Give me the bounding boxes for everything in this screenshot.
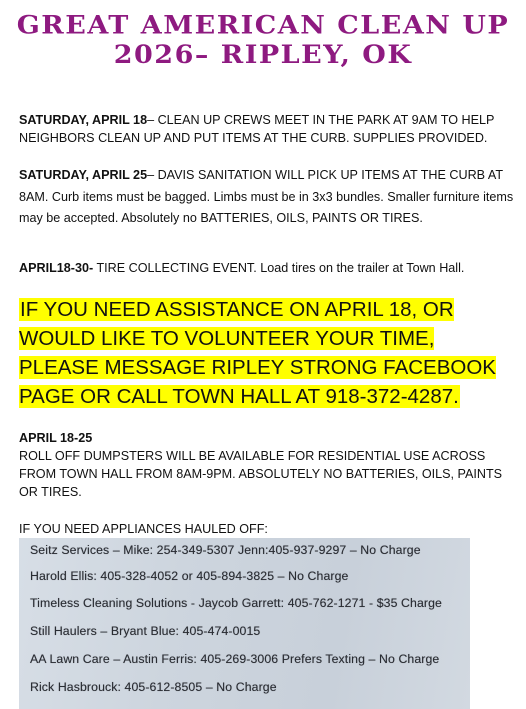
hauler-line: Timeless Cleaning Solutions - Jaycob Garrett: 405-762-1271 - $35 Charge <box>30 596 442 610</box>
highlighted-text: IF YOU NEED ASSISTANCE ON APRIL 18, OR WOULD LIKE TO VOLUNTEER YOUR TIME, PLEASE MESSAGE RIPLEY STRONG FACEBOOK PAGE OR CALL TOWN HALL AT 918-372-4287. <box>19 298 496 408</box>
section-appliances <box>19 520 518 538</box>
haulers-list-photo <box>19 538 470 709</box>
title-line-1: GREAT AMERICAN CLEAN UP <box>16 10 510 40</box>
assistance-notice <box>19 295 518 411</box>
hauler-line: Still Haulers – Bryant Blue: 405-474-0015 <box>30 624 261 638</box>
section-heading: SATURDAY, APRIL 18 <box>19 113 148 127</box>
section-text: TIRE COLLECTING EVENT. Load tires on the trailer at Town Hall. <box>93 261 465 275</box>
section-text: – DAVIS SANITATION WILL PICK UP ITEMS AT THE CURB AT 8AM. Curb items must be bagged. Limbs must be in 3x3 bundles. Smaller furniture items may be accepted. Absolutely no BATTERIES, OILS, PAINTS OR TIRES. <box>19 168 514 225</box>
page-title <box>0 11 526 70</box>
title-line-2: 2026– RIPLEY, OK <box>113 40 413 70</box>
hauler-line: AA Lawn Care – Austin Ferris: 405-269-3006 Prefers Texting – No Charge <box>30 652 440 666</box>
section-text: ROLL OFF DUMPSTERS WILL BE AVAILABLE FOR RESIDENTIAL USE ACROSS FROM TOWN HALL FROM 8AM-9PM. ABSOLUTELY NO BATTERIES, OILS, PAINTS OR TIRES. <box>19 449 503 499</box>
section-heading: APRIL 18-25 <box>19 431 93 445</box>
section-text: IF YOU NEED APPLIANCES HAULED OFF: <box>19 522 268 536</box>
hauler-line: Rick Hasbrouck: 405-612-8505 – No Charge <box>30 680 277 694</box>
section-heading: APRIL18-30- <box>19 261 94 275</box>
section-heading: SATURDAY, APRIL 25 <box>19 168 148 182</box>
section-text: – CLEAN UP CREWS MEET IN THE PARK AT 9AM TO HELP NEIGHBORS CLEAN UP AND PUT ITEMS AT THE CURB. SUPPLIES PROVIDED. <box>19 113 495 145</box>
section-tire-event <box>19 259 518 277</box>
section-april-25 <box>19 165 518 230</box>
hauler-line: Seitz Services – Mike: 254-349-5307 Jenn:405-937-9297 – No Charge <box>30 543 421 557</box>
hauler-line: Harold Ellis: 405-328-4052 or 405-894-3825 – No Charge <box>30 569 349 583</box>
section-april-18 <box>19 111 518 147</box>
section-dumpsters <box>19 429 518 501</box>
